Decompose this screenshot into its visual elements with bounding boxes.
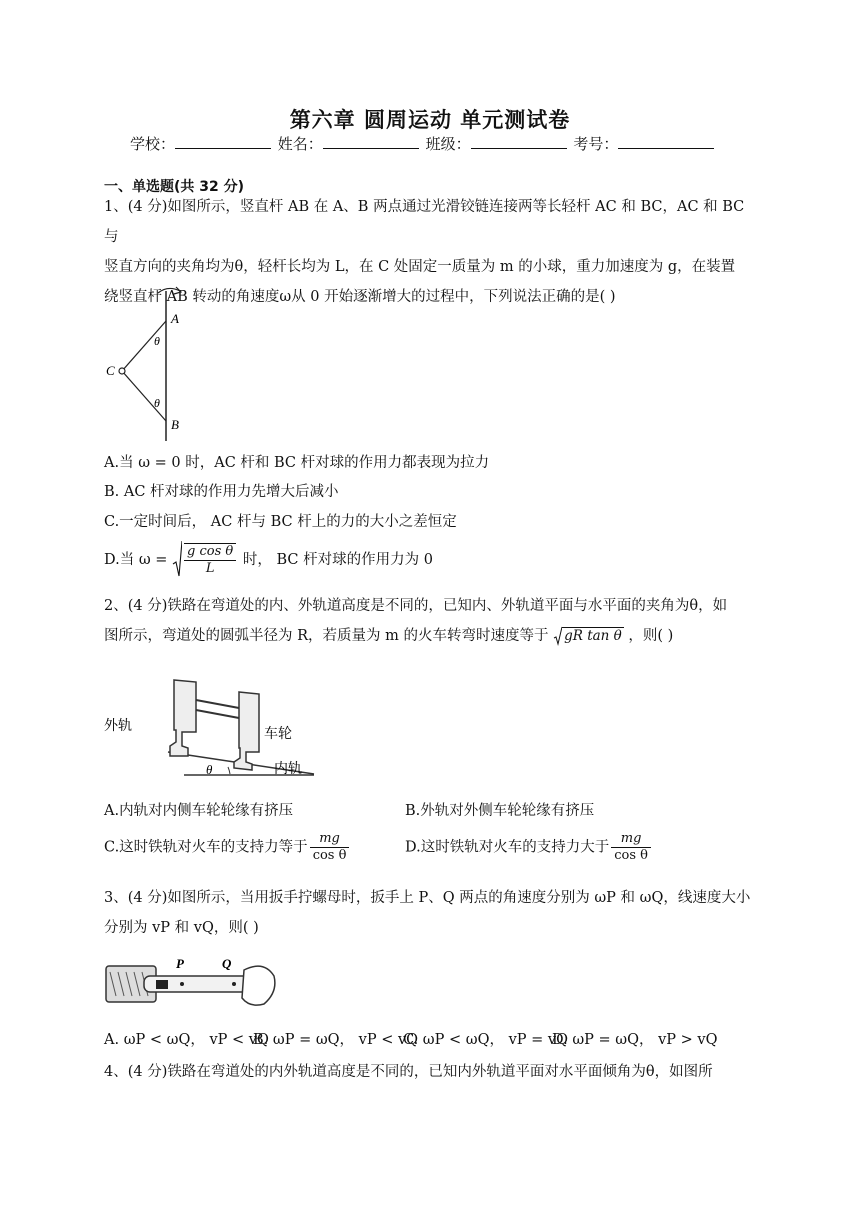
label-outer-rail: 外轨 bbox=[104, 718, 132, 734]
page-title: 第六章 圆周运动 单元测试卷 bbox=[289, 108, 571, 132]
sqrt-content: gR tan θ bbox=[564, 628, 622, 644]
question-1-option-c[interactable]: C.一定时间后， AC 杆与 BC 杆上的力的大小之差恒定 bbox=[104, 514, 457, 530]
question-2-stem bbox=[104, 591, 759, 651]
question-3-stem bbox=[104, 883, 759, 943]
label-theta: θ bbox=[206, 762, 213, 777]
question-3-option-b[interactable]: B. ωP = ωQ， vP < vQ bbox=[253, 1032, 419, 1048]
student-info-line bbox=[130, 133, 716, 154]
class-blank[interactable] bbox=[471, 134, 567, 149]
label-theta-bottom: θ bbox=[154, 396, 160, 410]
label-c: C bbox=[106, 363, 115, 378]
sqrt-expression bbox=[553, 621, 624, 651]
school-label: 学校： bbox=[130, 135, 176, 153]
question-1-stem bbox=[104, 192, 759, 312]
class-label: 班级： bbox=[425, 135, 471, 153]
axle-top-line bbox=[196, 700, 239, 708]
fraction-denominator: cos θ bbox=[312, 848, 347, 863]
question-2-option-d[interactable] bbox=[405, 831, 653, 864]
fraction-numerator: mg bbox=[611, 831, 651, 848]
question-1-option-b[interactable]: B. AC 杆对球的作用力先增大后减小 bbox=[104, 484, 339, 500]
question-1-option-a[interactable] bbox=[104, 451, 489, 472]
question-2-option-a[interactable]: A.内轨对内侧车轮轮缘有挤压 bbox=[104, 803, 294, 819]
question-3-stem-line: 分别为 vP 和 vQ，则( ) bbox=[104, 920, 259, 936]
hand-icon bbox=[242, 966, 275, 1005]
label-theta-top: θ bbox=[154, 334, 160, 348]
rod-pendulum-figure bbox=[100, 283, 190, 443]
angle-arc-icon bbox=[228, 767, 230, 774]
option-a-prefix: A.当 ω = 0 时， bbox=[104, 455, 215, 471]
label-inner-rail: 内轨 bbox=[274, 761, 302, 777]
point-p-icon bbox=[180, 982, 184, 986]
question-2-option-c[interactable] bbox=[104, 831, 351, 864]
wrench-jaw-icon bbox=[156, 980, 168, 989]
school-blank[interactable] bbox=[175, 134, 271, 149]
fraction-denominator: L bbox=[205, 561, 215, 576]
question-1-stem-line: 绕竖直杆 AB 转动的角速度ω从 0 开始逐渐增大的过程中，下列说法正确的是( ) bbox=[104, 289, 616, 305]
fraction-denominator: cos θ bbox=[614, 848, 648, 863]
fraction-numerator: g cos θ bbox=[184, 544, 236, 561]
rotation-arrow-icon bbox=[158, 288, 180, 293]
option-a-text: AC 杆和 BC 杆对球的作用力都表现为拉力 bbox=[214, 455, 490, 471]
option-d-prefix: D.当 ω = bbox=[104, 552, 168, 568]
ball-c-icon bbox=[119, 368, 125, 374]
railway-track-figure bbox=[104, 670, 319, 782]
question-4-stem-line: 4、(4 分)铁路在弯道处的内外轨道高度是不同的，已知内外轨道平面对水平面倾角为θ，如图所 bbox=[104, 1064, 713, 1080]
option-d-text: 时， BC 杆对球的作用力为 0 bbox=[242, 552, 433, 568]
sqrt-expression bbox=[172, 540, 238, 580]
section-heading: 一、单选题(共 32 分) bbox=[104, 179, 245, 195]
label-q: Q bbox=[222, 956, 232, 971]
stem-text: 图所示，弯道处的圆弧半径为 R，若质量为 m 的火车转弯时速度等于 bbox=[104, 628, 549, 644]
question-3-option-d[interactable]: D. ωP = ωQ， vP > vQ bbox=[552, 1032, 718, 1048]
name-blank[interactable] bbox=[323, 134, 419, 149]
wrench-figure bbox=[104, 952, 279, 1012]
question-2-stem-line bbox=[104, 621, 759, 651]
label-b: B bbox=[171, 417, 179, 432]
axle-bottom-line bbox=[196, 710, 239, 718]
label-a: A bbox=[171, 311, 179, 326]
question-4-stem bbox=[104, 1057, 759, 1087]
question-3-option-a[interactable]: A. ωP < ωQ， vP < vQ bbox=[104, 1032, 269, 1048]
question-1-stem-line: 1、(4 分)如图所示，竖直杆 AB 在 A、B 两点通过光滑铰链连接两等长轻杆 AC 和 BC，AC 和 BC 与 bbox=[104, 199, 745, 245]
question-2-stem-line: 2、(4 分)铁路在弯道处的内、外轨道高度是不同的，已知内、外轨道平面与水平面的夹角为θ，如 bbox=[104, 598, 728, 614]
question-1-stem-line: 竖直方向的夹角均为θ，轻杆长均为 L，在 C 处固定一质量为 m 的小球，重力加速度为 g，在装置 bbox=[104, 259, 736, 275]
sqrt-sign-icon bbox=[553, 626, 562, 646]
sqrt-sign-icon bbox=[172, 540, 182, 580]
label-p: P bbox=[176, 956, 184, 971]
stem-text-end: ，则( ) bbox=[628, 628, 674, 644]
name-label: 姓名： bbox=[277, 135, 323, 153]
label-wheel: 车轮 bbox=[264, 726, 292, 742]
question-3-stem-line: 3、(4 分)如图所示，当用扳手拧螺母时，扳手上 P、Q 两点的角速度分别为 ωP 和 ωQ，线速度大小 bbox=[104, 890, 751, 906]
inner-wheel-icon bbox=[234, 692, 259, 770]
id-blank[interactable] bbox=[618, 134, 714, 149]
question-3-option-c[interactable]: C. ωP < ωQ， vP = vQ bbox=[403, 1032, 568, 1048]
fraction-numerator: mg bbox=[310, 831, 350, 848]
option-c-text: C.这时铁轨对火车的支持力等于 bbox=[104, 839, 308, 856]
outer-wheel-icon bbox=[170, 680, 196, 756]
id-label: 考号： bbox=[573, 135, 619, 153]
question-2-option-b[interactable]: B.外轨对外侧车轮轮缘有挤压 bbox=[405, 803, 595, 819]
question-1-option-d[interactable] bbox=[104, 540, 433, 580]
point-q-icon bbox=[232, 982, 236, 986]
option-d-text: D.这时铁轨对火车的支持力大于 bbox=[405, 839, 610, 856]
